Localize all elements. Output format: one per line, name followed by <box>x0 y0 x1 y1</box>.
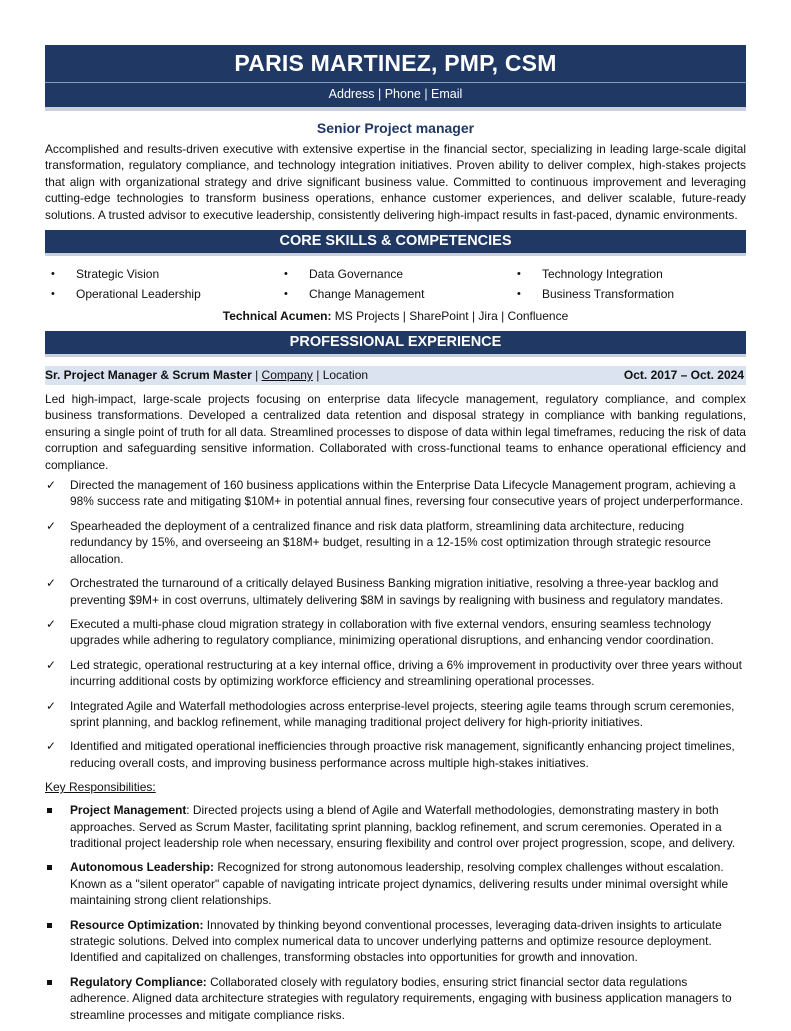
square-bullet-icon <box>47 923 52 928</box>
experience-section-title: PROFESSIONAL EXPERIENCE <box>45 331 746 354</box>
responsibility-item <box>45 859 746 908</box>
job-heading <box>45 366 368 385</box>
checkmark-icon: ✓ <box>46 698 57 713</box>
bullet-icon: • <box>284 288 288 301</box>
bullet-icon: • <box>517 268 521 281</box>
job-company: Company <box>261 368 313 383</box>
checkmark-icon: ✓ <box>46 657 57 672</box>
responsibility-text: Collaborated closely with regulatory bodies, ensuring strict financial sector data regulations adherence. Aligned data architecture strategies with regulatory requirements, engaging with business application managers to streamline processes and mitigate compliance risks. <box>70 974 732 1022</box>
skills-section <box>45 230 746 325</box>
job-separator: | <box>251 368 262 383</box>
skill-item <box>278 284 511 304</box>
skill-item <box>45 284 278 304</box>
achievement-item <box>45 518 746 567</box>
technical-acumen-value: MS Projects | SharePoint | Jira | Confluence <box>331 309 569 324</box>
square-bullet-icon <box>47 808 52 813</box>
skills-section-rule <box>45 253 746 256</box>
job-location: Location <box>322 368 369 383</box>
bullet-icon: • <box>51 268 55 281</box>
skill-item <box>45 264 278 284</box>
skill-label: Business Transformation <box>542 287 675 302</box>
achievements-list <box>45 477 746 771</box>
achievement-text: Led strategic, operational restructuring at a key internal office, driving a 6% improvement in productivity over three years without incurring additional costs by optimizing workforce efficiency and streamlining operational processes. <box>70 657 742 689</box>
checkmark-icon: ✓ <box>46 739 57 754</box>
achievement-item <box>45 477 746 510</box>
achievement-item <box>45 657 746 690</box>
responsibility-item <box>45 917 746 966</box>
achievement-text: Integrated Agile and Waterfall methodologies across enterprise-level projects, steering agile teams through scrum ceremonies, sprint planning, and backlog refinement, while managing traditional project delivery for high-priority initiatives. <box>70 698 735 729</box>
job-separator: | <box>312 368 323 383</box>
responsibility-label: Resource Optimization: <box>70 917 204 932</box>
square-bullet-icon <box>47 865 52 870</box>
achievement-item <box>45 698 746 731</box>
resume-page <box>45 0 746 1031</box>
job-overview: Led high-impact, large-scale projects focusing on enterprise data lifecycle management, regulatory compliance, and complex business transformations. Developed a centralized data retention and disposal strategy in compliance with banking regulations, ensuring a single point of truth for all data. Streamlined processes to dispose of data within legal timeframes, reducing the risk of data corruption and safeguarding sensitive information. Collaborated with cross-functional teams to enhance operational efficiency and compliance. <box>45 392 746 472</box>
bullet-icon: • <box>517 288 521 301</box>
skill-label: Change Management <box>309 287 425 302</box>
header-bottom-rule <box>45 107 746 111</box>
key-responsibilities-title: Key Responsibilities: <box>45 780 156 795</box>
job-dates: Oct. 2017 – Oct. 2024 <box>623 368 744 383</box>
achievement-text: Executed a multi-phase cloud migration strategy in collaboration with five external vendors, ensuring seamless technology upgrades while adhering to regulatory compliance, minimizing operational disruptions, and enhancing vendor coordination. <box>70 616 714 648</box>
bullet-icon: • <box>284 268 288 281</box>
job-position: Sr. Project Manager & Scrum Master <box>45 368 252 383</box>
skills-section-title: CORE SKILLS & COMPETENCIES <box>45 230 746 253</box>
skill-label: Strategic Vision <box>76 267 160 282</box>
technical-acumen <box>45 307 746 325</box>
responsibility-item <box>45 802 746 851</box>
responsibility-label: Autonomous Leadership: <box>70 860 215 875</box>
responsibility-text: : Directed projects using a blend of Agile and Waterfall methodologies, demonstrating mastery in both approaches. Served as Scrum Master, facilitating sprint planning, backlog refinement, and scrum ceremonies. Operated in a traditional project leadership role when necessary, ensuring flexibility and control over project progression, scope, and delivery. <box>70 803 736 850</box>
achievement-item <box>45 616 746 649</box>
responsibility-text: Innovated by thinking beyond conventional processes, leveraging data-driven insights to articulate strategic solutions. Delved into complex numerical data to uncover underlying patterns and optimize resource deployment. Identified and capitalized on challenges, transforming obstacles into opportunities for growth and innovation. <box>70 917 722 965</box>
checkmark-icon: ✓ <box>46 576 57 591</box>
skill-label: Operational Leadership <box>76 287 201 302</box>
checkmark-icon: ✓ <box>46 518 57 533</box>
skills-grid <box>45 264 746 304</box>
experience-section <box>45 331 746 1023</box>
responsibility-label: Regulatory Compliance: <box>70 974 207 989</box>
achievement-text: Spearheaded the deployment of a centralized finance and risk data platform, streamlining data architecture, reducing redundancy by 15%, and overseeing an $18M+ budget, resulting in a 12-15% cost optimization through strategic resource allocation. <box>70 518 711 566</box>
job-header <box>45 366 746 385</box>
checkmark-icon: ✓ <box>46 616 57 631</box>
skill-item <box>511 264 746 284</box>
responsibility-item <box>45 974 746 1023</box>
bullet-icon: • <box>51 288 55 301</box>
responsibilities-list <box>45 802 746 1023</box>
skill-item <box>511 284 746 304</box>
responsibility-label: Project Management <box>70 803 187 818</box>
job-title-heading: Senior Project manager <box>316 120 475 136</box>
contact-line: Address | Phone | Email <box>328 87 463 101</box>
responsibility-text: Recognized for strong autonomous leadership, resolving complex challenges without escalation. Known as a "silent operator" capable of navigating intricate project dynamics, delivering results under minimal oversight while maintaining strong client relationships. <box>70 860 729 908</box>
skill-item <box>278 264 511 284</box>
achievement-item <box>45 575 746 608</box>
skill-label: Technology Integration <box>542 267 663 282</box>
candidate-name: PARIS MARTINEZ, PMP, CSM <box>234 50 557 76</box>
achievement-text: Orchestrated the turnaround of a critically delayed Business Banking migration initiative, resolving a three-year backlog and preventing $9M+ in cost overruns, ultimately delivering $8M in savings by realigning with business and regulatory mandates. <box>70 576 724 607</box>
skill-label: Data Governance <box>309 267 404 282</box>
professional-summary: Accomplished and results-driven executive with extensive expertise in the financial sector, specializing in leading large-scale digital transformation, regulatory compliance, and technology integration initiatives. Proven ability to deliver complex, high-stakes projects that align with organizational strategy and drive significant business value. Committed to continuous improvement and leveraging cutting-edge technologies to transform business operations, enhance customer experiences, and deliver scalable, future-ready solutions. A trusted advisor to executive leadership, consistently delivering high-impact results in fast-paced, dynamic environments. <box>45 142 746 222</box>
achievement-text: Identified and mitigated operational inefficiencies through proactive risk management, significantly enhancing project timelines, reducing overall costs, and improving business performance across multiple high-stakes initiatives. <box>70 739 735 770</box>
technical-acumen-label: Technical Acumen: <box>222 309 332 324</box>
achievement-text: Directed the management of 160 business applications within the Enterprise Data Lifecycle Management program, achieving a 98% success rate and mitigating $10M+ in potential annual fines, reversing four consecutive years of project underperformance. <box>70 478 744 509</box>
checkmark-icon: ✓ <box>46 478 57 493</box>
experience-section-rule <box>45 354 746 357</box>
square-bullet-icon <box>47 980 52 985</box>
achievement-item <box>45 738 746 771</box>
resume-header <box>45 45 746 111</box>
